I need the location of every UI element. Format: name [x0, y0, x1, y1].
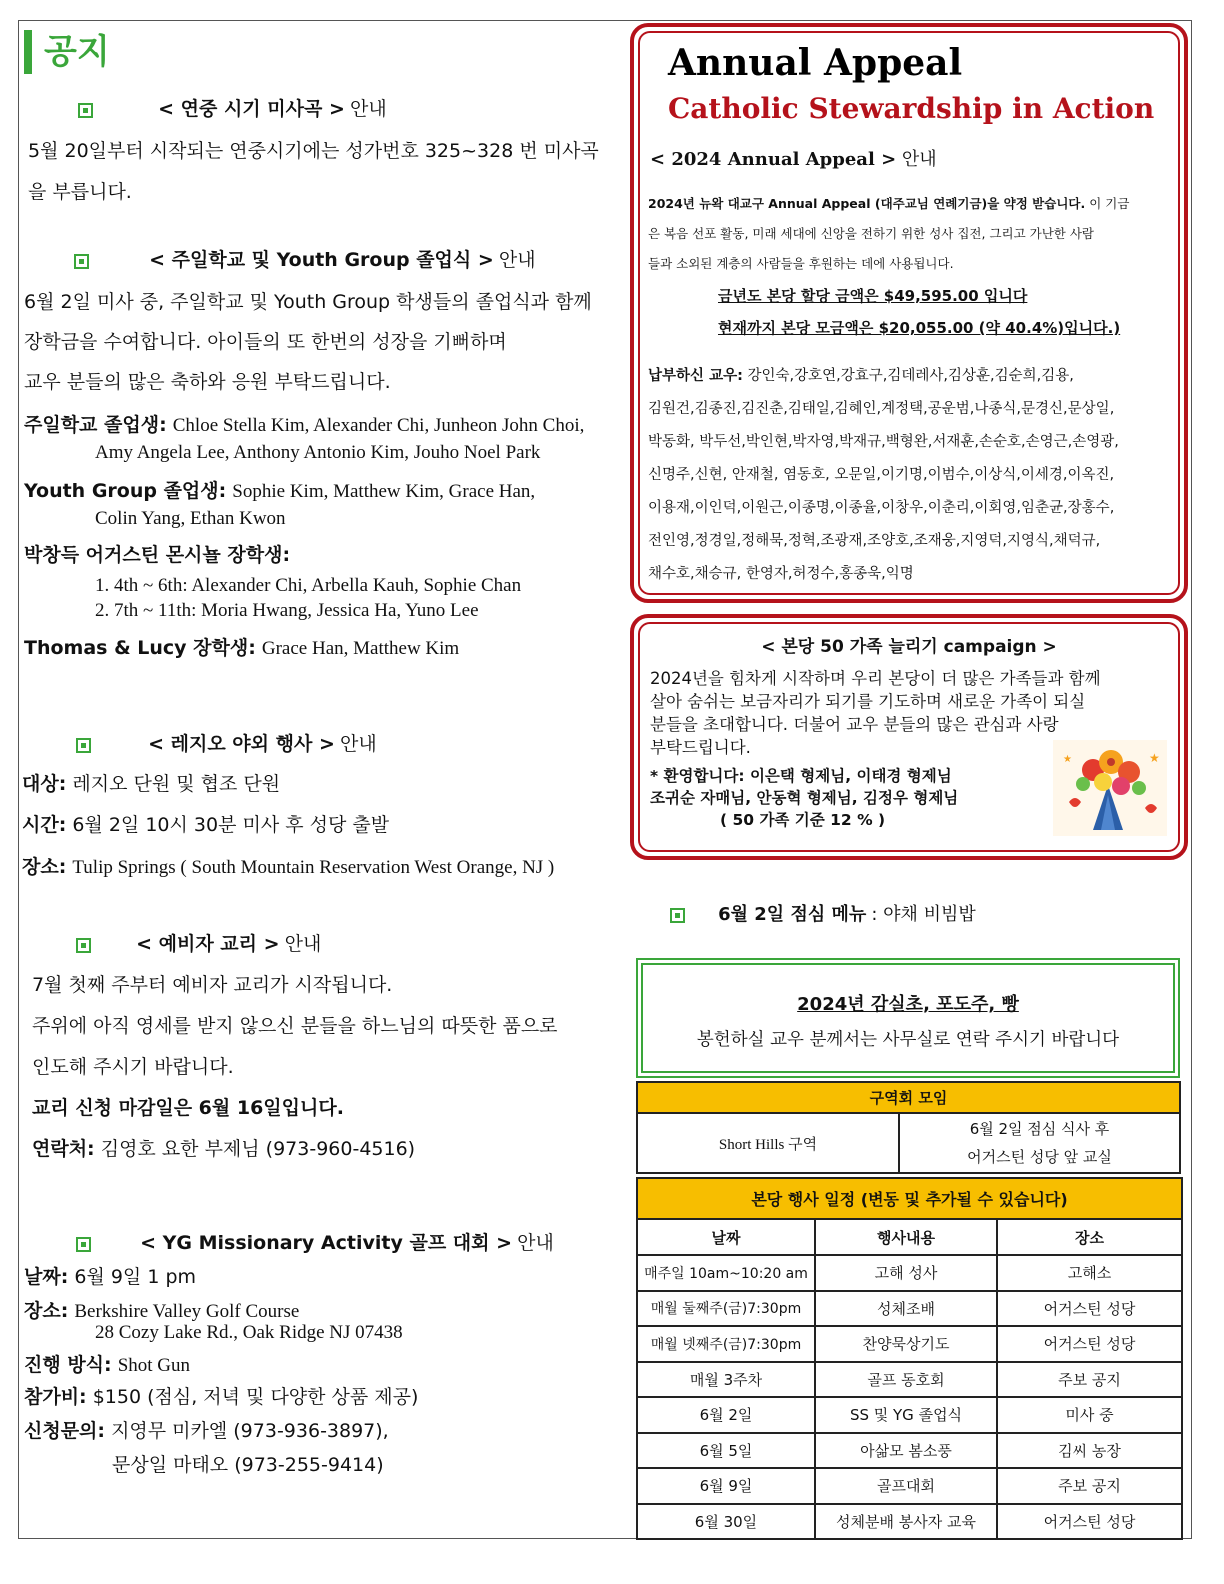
legio-place — [22, 852, 554, 879]
field-label: 연락처: — [32, 1138, 95, 1160]
schedule-table — [636, 1177, 1183, 1540]
section-heading: < 주일학교 및 Youth Group 졸업식 > — [149, 249, 494, 271]
section-catechumen — [76, 929, 321, 956]
field-value: 김영호 요한 부제님 (973-960-4516) — [100, 1138, 416, 1160]
field-value: Tulip Springs ( South Mountain Reservation West Orange, NJ ) — [72, 857, 555, 878]
field-value: Shot Gun — [117, 1355, 191, 1376]
cell-event: 고해 성사 — [815, 1255, 997, 1291]
field-label: 신청문의: — [24, 1420, 106, 1442]
section-graduation — [74, 245, 536, 272]
campaign-welcome — [650, 765, 958, 831]
cell-date: 매주일 10am~10:20 am — [637, 1255, 815, 1291]
field-label: 박창득 어거스틴 몬시뇰 장학생: — [24, 544, 291, 566]
section-heading-suffix: 안내 — [284, 933, 322, 955]
table-row — [637, 1362, 1182, 1398]
square-bullet-icon — [76, 738, 91, 753]
district-when-line: 6월 2일 점심 식사 후 — [969, 1120, 1110, 1138]
cell-place: 김씨 농장 — [997, 1433, 1182, 1469]
appeal-goal: 금년도 본당 할당 금액은 $49,595.00 입니다 — [718, 287, 1028, 305]
field-label: Youth Group 졸업생: — [24, 480, 227, 502]
cell-place: 고해소 — [997, 1255, 1182, 1291]
names: Colin Yang, Ethan Kwon — [95, 508, 286, 529]
cell-place: 어거스틴 성당 — [997, 1504, 1182, 1540]
section-legio — [76, 729, 377, 756]
col-date: 날짜 — [637, 1219, 815, 1255]
donors-line: 강인숙,강호연,강효구,김데레사,김상훈,김순희,김용, — [747, 368, 1074, 384]
district-header: 구역회 모임 — [637, 1082, 1180, 1113]
donors-label: 납부하신 교우: — [648, 368, 743, 384]
legio-time — [22, 810, 389, 837]
square-bullet-icon — [670, 908, 685, 923]
section-mass-music — [78, 94, 387, 121]
section-heading: < YG Missionary Activity 골프 대회 > — [140, 1232, 513, 1254]
body-line: 주위에 아직 영세를 받지 않으신 분들을 하느님의 따뜻한 품으로 — [32, 1015, 558, 1037]
field-value: 문상일 마태오 (973-255-9414) — [112, 1454, 384, 1476]
flower-bouquet-image — [1053, 740, 1167, 836]
campaign-line: 부탁드립니다. — [650, 738, 751, 757]
names: Grace Han, Matthew Kim — [261, 638, 460, 659]
appeal-intro-rest: 이 기금 — [1089, 196, 1130, 211]
section-heading-suffix: 안내 — [498, 249, 536, 271]
legio-target — [22, 769, 280, 796]
square-bullet-icon — [76, 938, 91, 953]
body-line: 인도해 주시기 바랍니다. — [32, 1056, 234, 1078]
welcome-line: ( 50 가족 기준 12 % ) — [720, 811, 886, 829]
cell-event: 아삶모 봄소풍 — [815, 1433, 997, 1469]
section-heading: < 레지오 야외 행사 > — [148, 733, 335, 755]
donors-line: 전인영,정경일,정해묵,정혁,조광재,조양호,조재웅,지영덕,지영식,채덕규, — [648, 533, 1101, 549]
lunch-value: : 야채 비빔밥 — [871, 904, 976, 925]
appeal-intro-3: 들과 소외된 계층의 사람들을 후원하는 데에 사용됩니다. — [648, 256, 954, 271]
schedule-header: 본당 행사 일정 (변동 및 추가될 수 있습니다) — [637, 1178, 1182, 1219]
district-name: Short Hills 구역 — [637, 1113, 899, 1173]
table-row — [637, 1468, 1182, 1504]
campaign-line: 2024년을 힘차게 시작하며 우리 본당이 더 많은 가족들과 함께 — [650, 669, 1101, 688]
appeal-raised: 현재까지 본당 모금액은 $20,055.00 (약 40.4%)입니다.) — [718, 319, 1121, 337]
page-title: 공지 — [44, 32, 110, 72]
field-label: 주일학교 졸업생: — [24, 414, 167, 436]
cell-place: 주보 공지 — [997, 1468, 1182, 1504]
body-line: 을 부릅니다. — [28, 181, 132, 203]
body-line: 장학금을 수여합니다. 아이들의 또 한번의 성장을 기뻐하며 — [24, 331, 507, 353]
cell-date: 6월 9일 — [637, 1468, 815, 1504]
field-label: 장소: — [22, 856, 67, 878]
section-heading-suffix: 안내 — [349, 98, 387, 120]
district-table — [636, 1081, 1181, 1174]
cell-event: 골프대회 — [815, 1468, 997, 1504]
scholar-line: 1. 4th ~ 6th: Alexander Chi, Arbella Kauh, Sophie Chan — [95, 575, 522, 596]
cell-place: 주보 공지 — [997, 1362, 1182, 1398]
field-label: 진행 방식: — [24, 1354, 112, 1376]
appeal-intro-bold: 2024년 뉴왁 대교구 Annual Appeal (대주교님 연례기금)을 약정 받습니다. — [648, 196, 1086, 211]
appeal-subtitle: Catholic Stewardship in Action — [668, 92, 1155, 125]
cell-date: 매월 3주차 — [637, 1362, 815, 1398]
names: Amy Angela Lee, Anthony Antonio Kim, Jouho Noel Park — [95, 442, 541, 463]
lunch-label: 6월 2일 점심 메뉴 — [718, 904, 867, 925]
offering-box-inner — [641, 963, 1175, 1073]
golf-place — [24, 1296, 299, 1323]
field-value: $150 (점심, 저녁 및 다양한 상품 제공) — [92, 1386, 419, 1408]
section-heading: < 예비자 교리 > — [136, 933, 280, 955]
field-label: Thomas & Lucy 장학생: — [24, 637, 256, 659]
appeal-donors-first — [648, 364, 1074, 385]
campaign-line: 살아 숨쉬는 보금자리가 되기를 기도하며 새로운 가족이 되실 — [650, 692, 1086, 711]
svg-text:★: ★ — [1149, 751, 1160, 765]
svg-text:★: ★ — [1063, 754, 1072, 765]
names: Chloe Stella Kim, Alexander Chi, Junheon John Choi, — [172, 415, 585, 436]
names: Sophie Kim, Matthew Kim, Grace Han, — [232, 481, 536, 502]
cell-place: 미사 중 — [997, 1397, 1182, 1433]
table-row — [637, 1504, 1182, 1540]
donors-line: 김원건,김종진,김진춘,김태일,김혜인,계정택,공운범,나종식,문경신,문상일, — [648, 401, 1115, 417]
welcome-line: * 환영합니다: 이은택 형제님, 이태경 형제님 — [650, 767, 952, 785]
campaign-body — [650, 667, 1101, 759]
donors-line: 신명주,신현, 안재철, 염동호, 오문일,이기명,이범수,이상식,이세경,이옥진, — [648, 467, 1115, 483]
appeal-heading-row — [650, 145, 937, 171]
cell-place: 어거스틴 성당 — [997, 1326, 1182, 1362]
tl-scholars — [24, 633, 459, 660]
offering-title: 2024년 감실초, 포도주, 빵 — [797, 994, 1019, 1015]
square-bullet-icon — [76, 1237, 91, 1252]
appeal-title: Annual Appeal — [668, 42, 963, 84]
table-row — [637, 1397, 1182, 1433]
body-line: 5월 20일부터 시작되는 연중시기에는 성가번호 325~328 번 미사곡 — [28, 140, 599, 162]
col-event: 행사내용 — [815, 1219, 997, 1255]
donors-line: 채수호,채승규, 한영자,허정수,홍종욱,익명 — [648, 566, 914, 582]
appeal-heading-suffix: 안내 — [901, 149, 937, 170]
appeal-heading: < 2024 Annual Appeal > — [650, 149, 897, 170]
welcome-line: 조귀순 자매님, 안동혁 형제님, 김정우 형제님 — [650, 789, 959, 807]
field-value: 지영무 미카엘 (973-936-3897), — [111, 1420, 389, 1442]
section-heading: < 연중 시기 미사곡 > — [158, 98, 345, 120]
golf-method — [24, 1350, 190, 1377]
field-value: 28 Cozy Lake Rd., Oak Ridge NJ 07438 — [95, 1322, 403, 1343]
cell-event: 골프 동호회 — [815, 1362, 997, 1398]
lunch-menu — [670, 900, 976, 926]
section-heading-suffix: 안내 — [517, 1232, 554, 1254]
square-bullet-icon — [78, 103, 93, 118]
cell-date: 매월 둘째주(금)7:30pm — [637, 1291, 815, 1327]
body-line: 6월 2일 미사 중, 주일학교 및 Youth Group 학생들의 졸업식과 함께 — [24, 291, 592, 313]
title-accent-bar — [24, 30, 32, 74]
field-label: 장소: — [24, 1300, 69, 1322]
body-line: 7월 첫째 주부터 예비자 교리가 시작됩니다. — [32, 974, 393, 996]
table-row — [637, 1291, 1182, 1327]
field-value: 6월 9일 1 pm — [74, 1266, 197, 1288]
appeal-intro-2: 은 복음 선포 활동, 미래 세대에 신앙을 전하기 위한 성사 집전, 그리고 가난한 사람 — [648, 226, 1095, 241]
deadline: 교리 신청 마감일은 6월 16일입니다. — [32, 1097, 344, 1119]
cell-event: 성체조배 — [815, 1291, 997, 1327]
offering-title-wrap — [636, 990, 1180, 1016]
table-row — [637, 1326, 1182, 1362]
campaign-heading: < 본당 50 가족 늘리기 campaign > — [761, 637, 1057, 657]
district-when — [899, 1113, 1180, 1173]
table-row — [637, 1433, 1182, 1469]
field-label: 대상: — [22, 773, 67, 795]
scholar-line: 2. 7th ~ 11th: Moria Hwang, Jessica Ha, Yuno Lee — [95, 600, 479, 621]
cell-date: 6월 30일 — [637, 1504, 815, 1540]
cell-event: 성체분배 봉사자 교육 — [815, 1504, 997, 1540]
field-value: Berkshire Valley Golf Course — [74, 1301, 300, 1322]
cell-event: SS 및 YG 졸업식 — [815, 1397, 997, 1433]
cell-event: 찬양묵상기도 — [815, 1326, 997, 1362]
district-when-line: 어거스틴 성당 앞 교실 — [967, 1148, 1112, 1166]
golf-inquiry — [24, 1416, 389, 1443]
field-label: 참가비: — [24, 1386, 87, 1408]
cell-date: 6월 2일 — [637, 1397, 815, 1433]
field-label: 시간: — [22, 814, 67, 836]
cell-place: 어거스틴 성당 — [997, 1291, 1182, 1327]
field-value: 레지오 단원 및 협조 단원 — [72, 773, 281, 795]
golf-date — [24, 1262, 196, 1289]
sunday-grads — [24, 410, 584, 437]
offering-text: 봉헌하실 교우 분께서는 사무실로 연락 주시기 바랍니다 — [696, 1030, 1120, 1050]
cell-date: 매월 넷째주(금)7:30pm — [637, 1326, 815, 1362]
section-heading-suffix: 안내 — [339, 733, 377, 755]
youth-grads — [24, 476, 535, 503]
cell-date: 6월 5일 — [637, 1433, 815, 1469]
appeal-intro-1 — [648, 194, 1129, 212]
donors-line: 박동화, 박두선,박인현,박자영,박재규,백형완,서재훈,손순호,손영근,손영광, — [648, 434, 1119, 450]
field-value: 6월 2일 10시 30분 미사 후 성당 출발 — [72, 814, 390, 836]
golf-fee — [24, 1382, 418, 1409]
contact — [32, 1134, 415, 1161]
square-bullet-icon — [74, 254, 89, 269]
table-row — [637, 1255, 1182, 1291]
col-place: 장소 — [997, 1219, 1182, 1255]
donors-line: 이용재,이인덕,이원근,이종명,이종율,이창우,이춘리,이회영,임춘균,장홍수, — [648, 500, 1115, 516]
field-label: 날짜: — [24, 1266, 69, 1288]
campaign-line: 분들을 초대합니다. 더불어 교우 분들의 많은 관심과 사랑 — [650, 715, 1059, 734]
body-line: 교우 분들의 많은 축하와 응원 부탁드립니다. — [24, 371, 391, 393]
section-golf — [76, 1228, 554, 1255]
